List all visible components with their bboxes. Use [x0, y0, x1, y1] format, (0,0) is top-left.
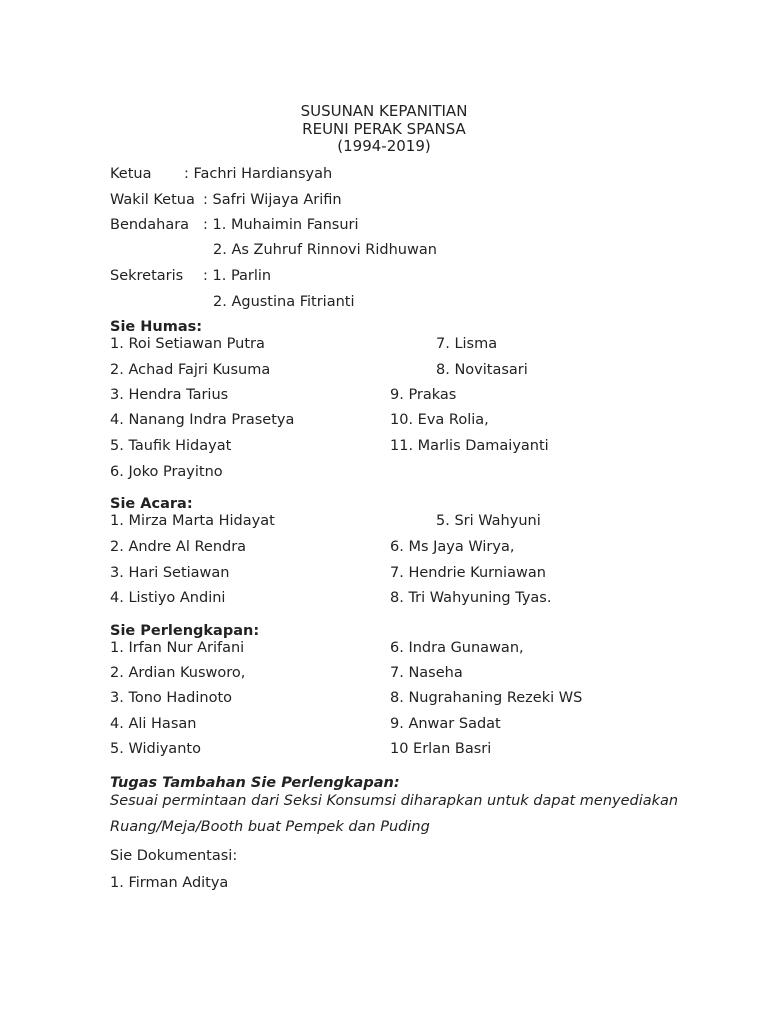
ketua-label: Ketua — [110, 166, 152, 182]
bendahara-label: Bendahara — [110, 217, 190, 233]
bendahara-value-1: : 1. Muhaimin Fansuri — [203, 217, 359, 233]
list-item: 6. Indra Gunawan, — [390, 640, 524, 656]
list-item: 7. Lisma — [436, 336, 498, 352]
dokumentasi-heading: Sie Dokumentasi: — [110, 848, 238, 864]
list-item: 1. Irfan Nur Arifani — [110, 640, 245, 656]
list-item: 1. Roi Setiawan Putra — [110, 336, 265, 352]
list-item: 4. Ali Hasan — [110, 716, 197, 732]
sekretaris-value-1: : 1. Parlin — [203, 268, 272, 284]
sekretaris-label: Sekretaris — [110, 268, 184, 284]
list-item: 3. Tono Hadinoto — [110, 690, 233, 706]
list-item: 7. Naseha — [390, 665, 463, 681]
wakil-label: Wakil Ketua — [110, 192, 195, 208]
acara-heading: Sie Acara: — [110, 496, 193, 512]
list-item: 2. Ardian Kusworo, — [110, 665, 246, 681]
doc-subtitle: REUNI PERAK SPANSA — [302, 120, 466, 138]
list-item: 11. Marlis Damaiyanti — [390, 438, 549, 454]
list-item: 4. Listiyo Andini — [110, 590, 226, 606]
ketua-value: : Fachri Hardiansyah — [184, 166, 333, 182]
bendahara-value-2: 2. As Zuhruf Rinnovi Ridhuwan — [213, 242, 437, 258]
list-item: 9. Anwar Sadat — [390, 716, 501, 732]
tugas-text-1: Sesuai permintaan dari Seksi Konsumsi diharapkan untuk dapat menyediakan — [110, 793, 679, 809]
list-item: 7. Hendrie Kurniawan — [390, 565, 546, 581]
list-item: 10. Eva Rolia, — [390, 412, 489, 428]
list-item: 6. Joko Prayitno — [110, 464, 223, 480]
doc-year: (1994-2019) — [337, 137, 431, 155]
list-item: 8. Nugrahaning Rezeki WS — [390, 690, 583, 706]
perlengkapan-heading: Sie Perlengkapan: — [110, 623, 260, 639]
list-item: 1. Firman Aditya — [110, 875, 229, 891]
tugas-heading: Tugas Tambahan Sie Perlengkapan: — [110, 775, 400, 791]
list-item: 4. Nanang Indra Prasetya — [110, 412, 295, 428]
list-item: 5. Widiyanto — [110, 741, 201, 757]
doc-title: SUSUNAN KEPANITIAN — [300, 102, 468, 120]
list-item: 8. Novitasari — [436, 362, 528, 378]
wakil-value: : Safri Wijaya Arifin — [203, 192, 342, 208]
humas-heading: Sie Humas: — [110, 319, 203, 335]
list-item: 6. Ms Jaya Wirya, — [390, 539, 515, 555]
tugas-text-2: Ruang/Meja/Booth buat Pempek dan Puding — [110, 819, 430, 835]
list-item: 2. Achad Fajri Kusuma — [110, 362, 271, 378]
list-item: 5. Taufik Hidayat — [110, 438, 232, 454]
list-item: 3. Hendra Tarius — [110, 387, 229, 403]
list-item: 2. Andre Al Rendra — [110, 539, 247, 555]
list-item: 9. Prakas — [390, 387, 457, 403]
sekretaris-value-2: 2. Agustina Fitrianti — [213, 294, 355, 310]
list-item: 3. Hari Setiawan — [110, 565, 230, 581]
list-item: 5. Sri Wahyuni — [436, 513, 541, 529]
list-item: 1. Mirza Marta Hidayat — [110, 513, 275, 529]
list-item: 10 Erlan Basri — [390, 741, 492, 757]
list-item: 8. Tri Wahyuning Tyas. — [390, 590, 552, 606]
